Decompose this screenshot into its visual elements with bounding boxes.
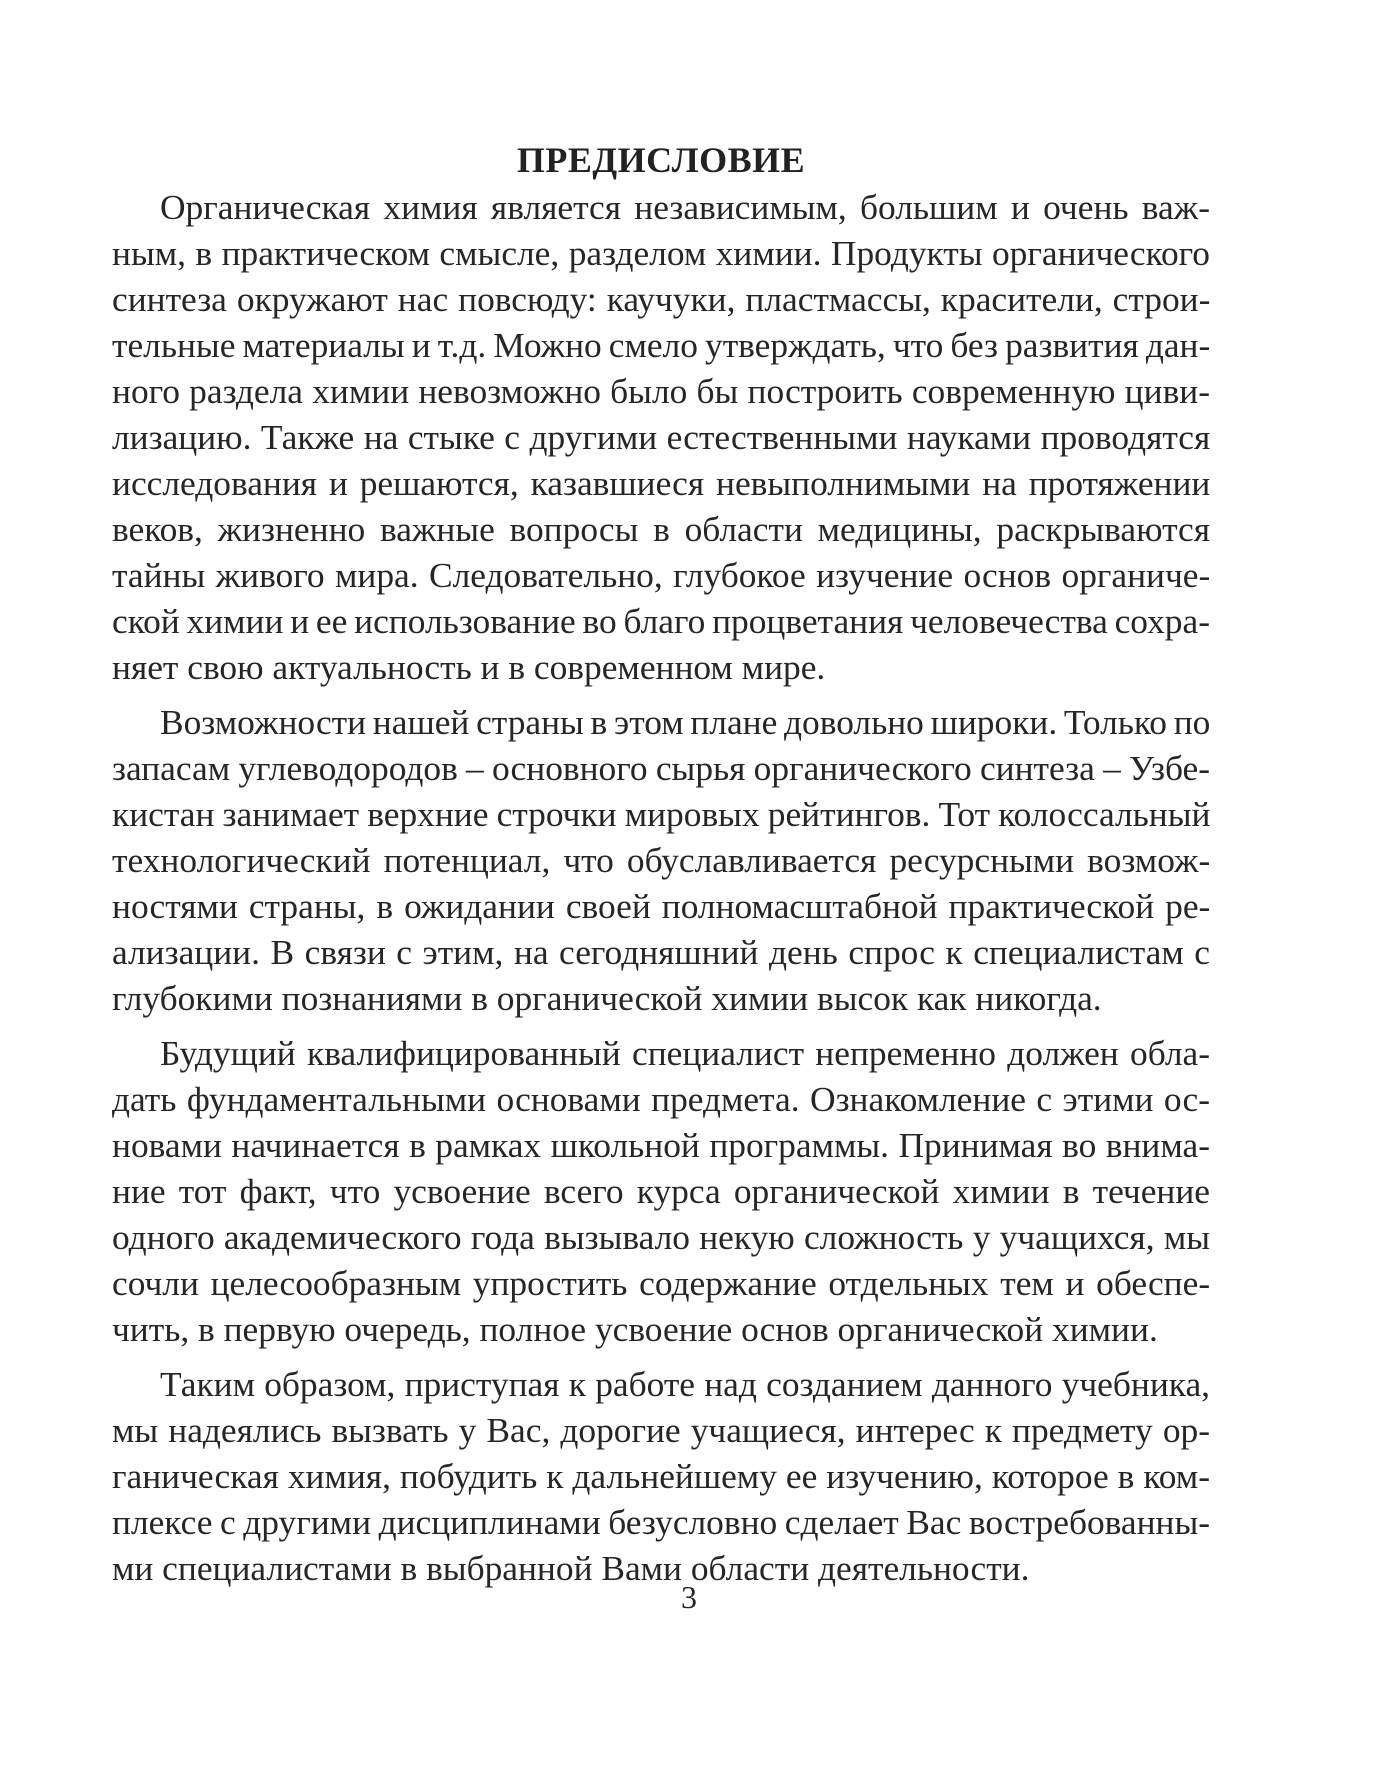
- text-line: Возможности нашей страны в этом плане довольно широки. Только по: [160, 702, 1211, 742]
- page-number: 3: [681, 1579, 697, 1615]
- text-line: лизацию. Также на стыке с другими естественными науками проводятся: [112, 417, 1211, 457]
- text-line: дать фундаментальными основами предмета. Ознакомление с этими ос-: [112, 1079, 1210, 1119]
- text-line: одного академического года вызывало некую сложность у учащихся, мы: [112, 1217, 1210, 1257]
- paragraph-3: [112, 1030, 1210, 1352]
- text-line: Органическая химия является независимым, большим и очень важ-: [160, 187, 1210, 227]
- text-line: веков, жизненно важные вопросы в области медицины, раскрываются: [112, 509, 1210, 549]
- text-line: кистан занимает верхние строчки мировых рейтингов. Тот колоссальный: [112, 794, 1211, 834]
- paragraph-4: [112, 1361, 1210, 1591]
- text-line: мы надеялись вызвать у Вас, дорогие учащиеся, интерес к предмету ор-: [112, 1410, 1210, 1450]
- text-line: ного раздела химии невозможно было бы построить современную циви-: [112, 371, 1211, 411]
- text-line: ным, в практическом смысле, разделом химии. Продукты органического: [112, 233, 1210, 273]
- text-line: Будущий квалифицированный специалист непременно должен обла-: [160, 1033, 1210, 1073]
- text-line: глубокими познаниями в органической химии высок как никогда.: [112, 978, 1102, 1018]
- text-line: ской химии и ее использование во благо процветания человечества сохра-: [112, 601, 1210, 641]
- text-line: ностями страны, в ожидании своей полномасштабной практической ре-: [112, 886, 1211, 926]
- text-line: ми специалистами в выбранной Вами области деятельности.: [112, 1548, 1030, 1588]
- text-line: ализации. В связи с этим, на сегодняшний день спрос к специалистам с: [112, 932, 1210, 972]
- text-line: исследования и решаются, казавшиеся невыполнимыми на протяжении: [112, 463, 1211, 503]
- text-line: новами начинается в рамках школьной программы. Принимая во внима-: [112, 1125, 1211, 1165]
- page-content: [112, 138, 1210, 1600]
- text-line: запасам углеводородов – основного сырья органического синтеза – Узбе-: [112, 748, 1210, 788]
- text-line: синтеза окружают нас повсюду: каучуки, пластмассы, красители, строи-: [112, 279, 1211, 319]
- paragraph-2: [112, 699, 1210, 1021]
- text-line: тайны живого мира. Следовательно, глубокое изучение основ органиче-: [112, 555, 1211, 595]
- text-line: сочли целесообразным упростить содержание отдельных тем и обеспе-: [112, 1263, 1211, 1303]
- text-line: няет свою актуальность и в современном мире.: [112, 647, 826, 687]
- text-line: технологический потенциал, что обуславливается ресурсными возмож-: [112, 840, 1211, 880]
- text-line: ганическая химия, побудить к дальнейшему ее изучению, которое в ком-: [112, 1456, 1210, 1496]
- text-line: чить, в первую очередь, полное усвоение основ органической химии.: [112, 1309, 1158, 1349]
- text-line: плексе с другими дисциплинами безусловно сделает Вас востребованны-: [112, 1502, 1211, 1542]
- paragraph-1: [112, 184, 1210, 690]
- text-line: ние тот факт, что усвоение всего курса органической химии в течение: [112, 1171, 1210, 1211]
- page-title: ПРЕДИСЛОВИЕ: [516, 140, 806, 180]
- text-line: Таким образом, приступая к работе над созданием данного учебника,: [160, 1364, 1210, 1404]
- text-line: тельные материалы и т.д. Можно смело утверждать, что без развития дан-: [112, 325, 1211, 365]
